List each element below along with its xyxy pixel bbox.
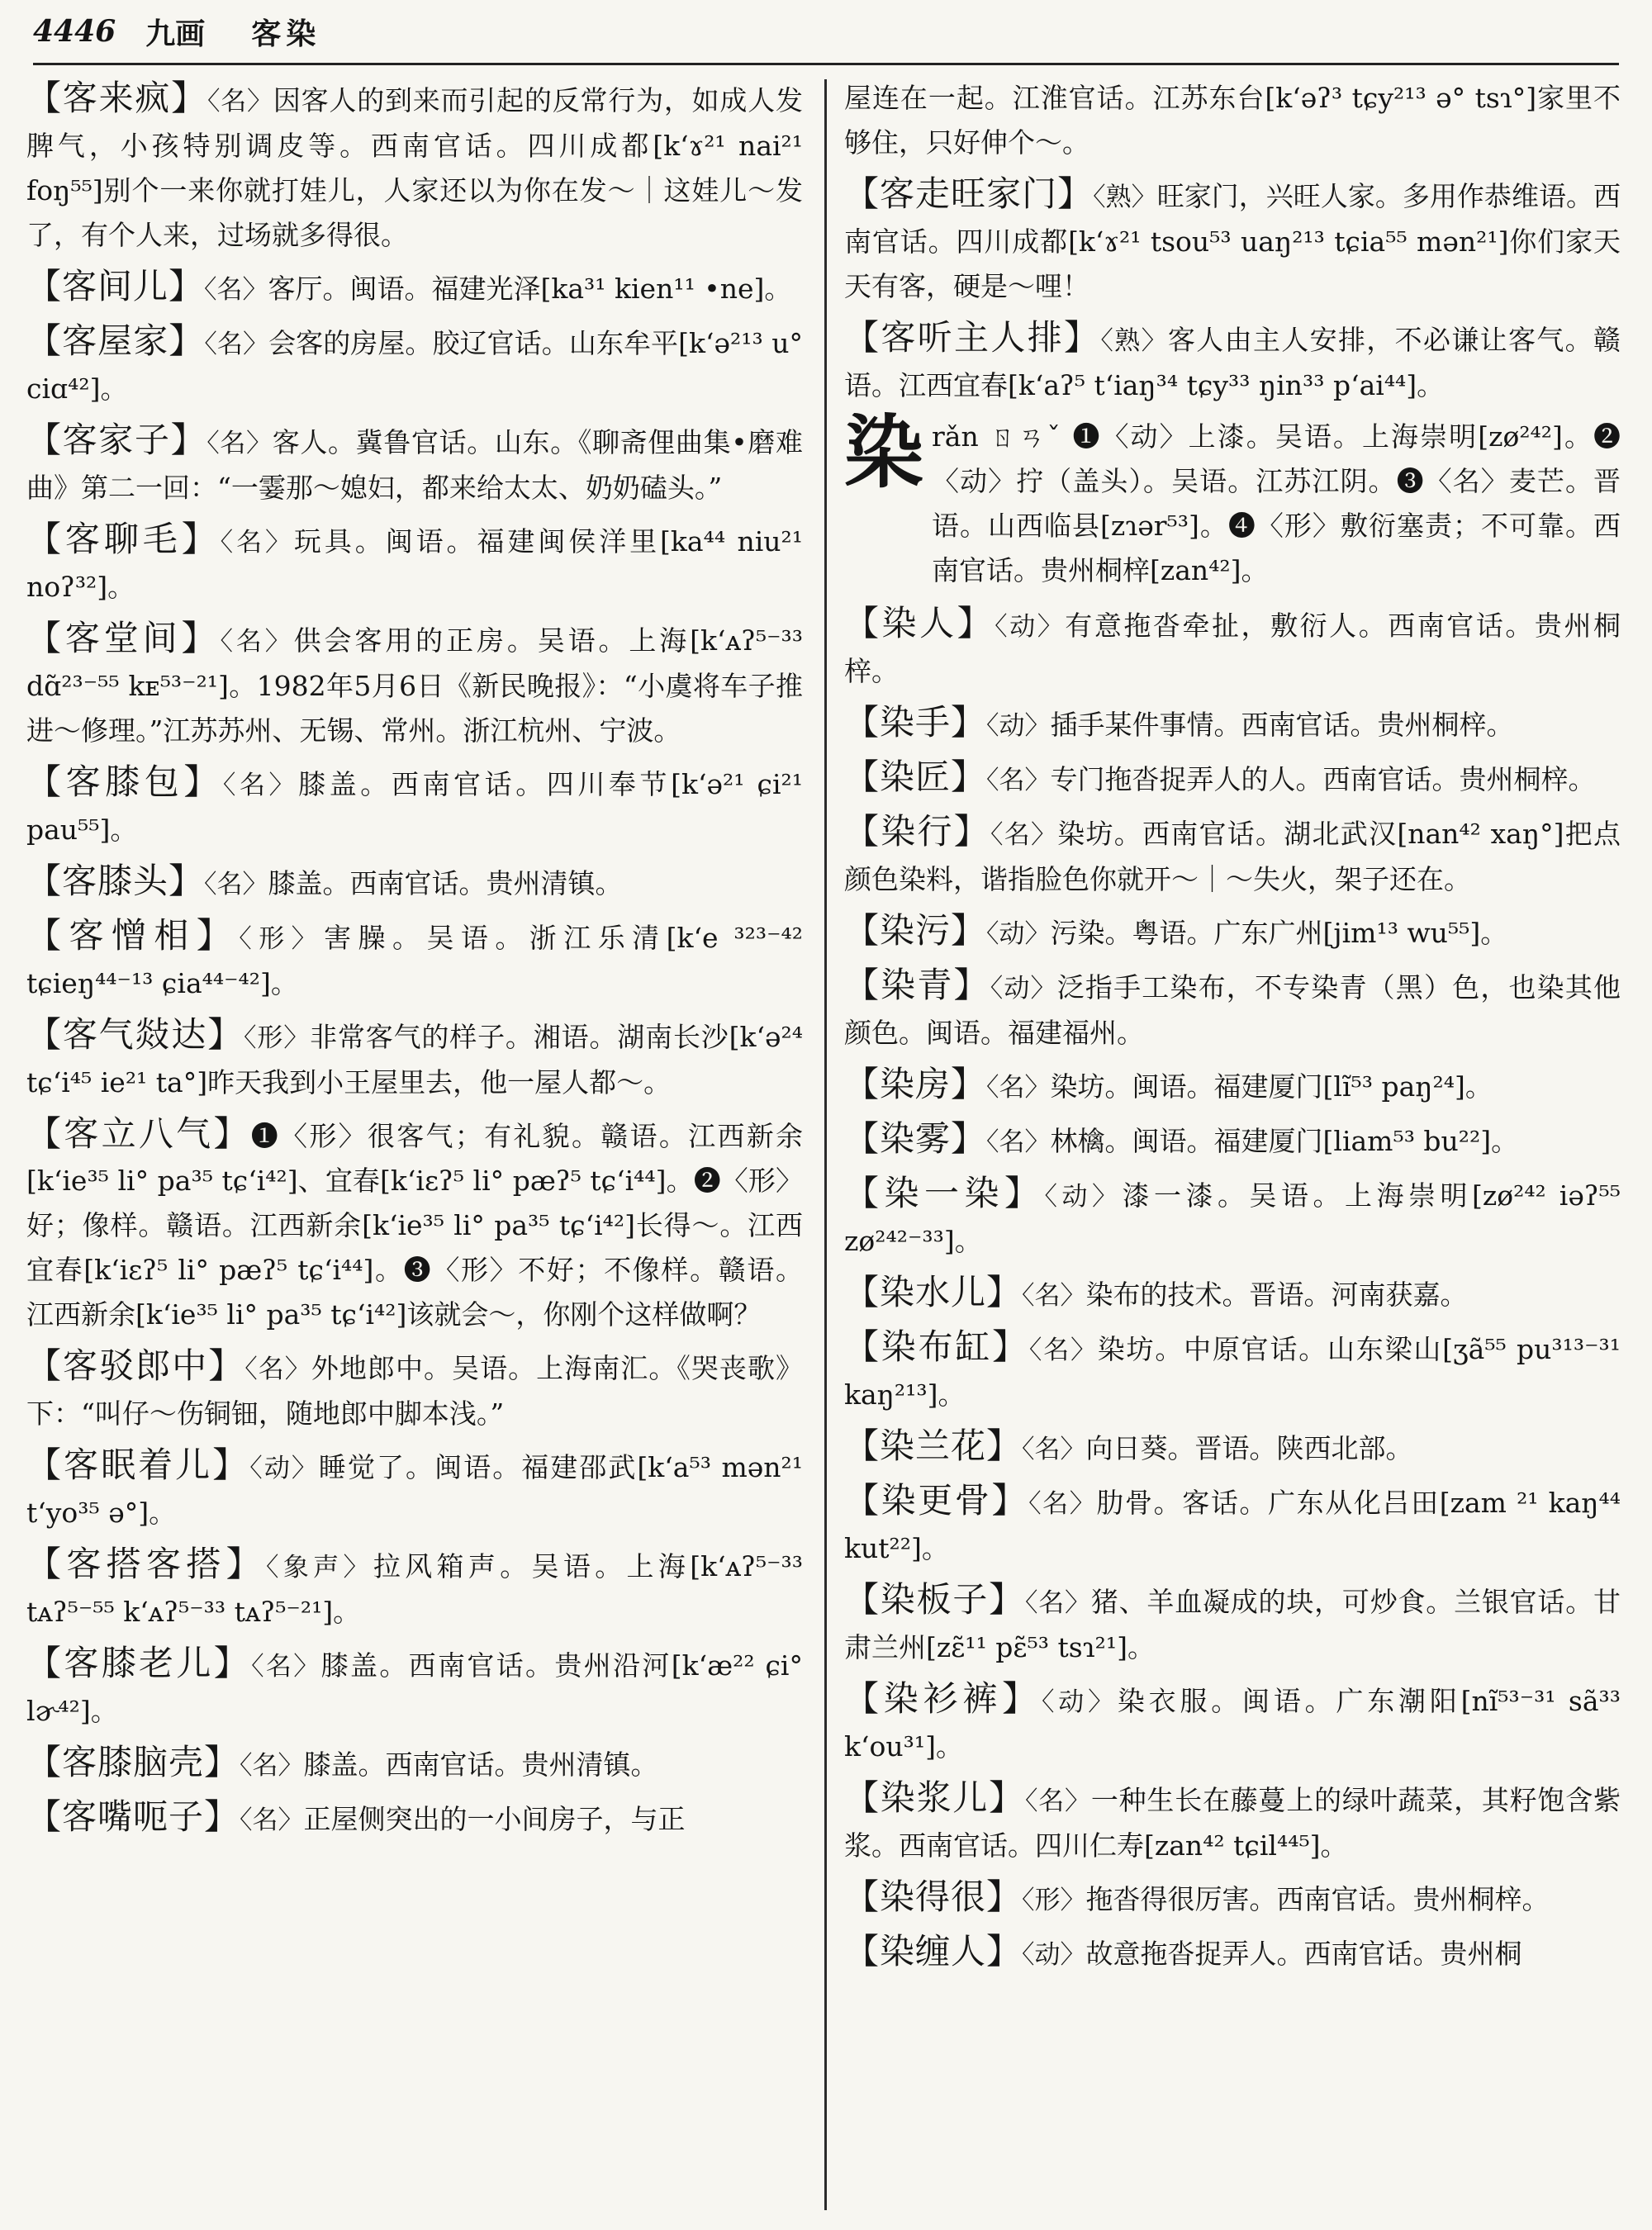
dictionary-entry [26,913,803,1006]
entry-headword: 【染匠】 [844,757,987,797]
dictionary-entry [844,76,1621,165]
entry-definition: 一种生长在藤蔓上的绿叶蔬菜，其籽饱含紫浆。西南官话。四川仁寿[zan⁴² tɕil⁴⁴⁵]。 [844,1784,1621,1862]
entry-definition: 外地郎中。吴语。上海南汇。《哭丧歌》下：“叫仔～伤铜钿，随地郎中脚本浅。” [26,1352,804,1430]
dictionary-entry [26,616,803,753]
page-header [33,0,1619,65]
dictionary-entry [26,1112,803,1337]
entry-headword: 【客立八气】 [26,1113,251,1154]
entry-part-of-speech: 〈动〉 [1044,1182,1123,1212]
entry-headword: 【染得很】 [844,1877,1023,1917]
entry-definition: 拖沓得很厉害。西南官话。贵州桐梓。 [1085,1883,1550,1915]
entry-part-of-speech: 〈动〉 [986,919,1051,949]
entry-part-of-speech: 〈动〉 [990,974,1057,1004]
entry-definition: 膝盖。西南官话。四川奉节[k‘ə²¹ ɕi²¹ pau⁵⁵]。 [26,768,803,846]
dictionary-entry [26,859,803,907]
dictionary-entry [844,700,1621,748]
entry-part-of-speech: 〈名〉 [1024,1588,1091,1618]
entry-headword: 【客聊毛】 [26,519,221,559]
entry-part-of-speech: 〈名〉 [220,528,294,558]
entry-part-of-speech: 〈名〉 [222,771,299,800]
entry-definition: 染坊。中原官话。山东梁山[ʒã⁵⁵ pu³¹³⁻³¹ kaŋ²¹³]。 [844,1333,1621,1411]
entry-definition: 会客的房屋。胶辽官话。山东牟平[k‘ə²¹³ u° ciɑ⁴²]。 [26,327,804,405]
entry-headword: 【染房】 [844,1064,987,1104]
entry-headword: 【客听主人排】 [844,317,1101,358]
dictionary-entry [844,172,1621,309]
entry-definition: 正屋侧突出的一小间房子，与正 [303,1803,686,1835]
head-character-entry [844,406,1621,593]
entry-definition: 污染。粤语。广东广州[jim¹³ wu⁵⁵]。 [1050,917,1508,949]
dictionary-entry [844,316,1621,408]
entry-part-of-speech: 〈名〉 [1022,1435,1086,1464]
entry-part-of-speech: 〈名〉 [204,330,269,359]
entry-definition: 屋连在一起。江淮官话。江苏东台[k‘əʔ³ tɕy²¹³ ə° tsɿ°]家里不够住，只好伸个～。 [844,82,1621,159]
entry-part-of-speech: 〈形〉 [239,924,325,954]
entry-headword: 【客气敥达】 [26,1014,244,1055]
entry-definition: 染坊。西南官话。湖北武汉[nan⁴² xaŋ°]把点颜色染料，谐指脸色你就开～｜～失火，架子还在。 [844,818,1621,895]
entry-part-of-speech: 〈名〉 [206,87,273,116]
entry-definition: 玩具。闽语。福建闽侯洋里[ka⁴⁴ niu²¹ noʔ³²]。 [26,525,803,603]
dictionary-entry [844,1171,1621,1264]
entry-definition: 客人由主人安排，不必谦让客气。赣语。江西宜春[k‘aʔ⁵ t‘iaŋ³⁴ tɕy³³ ŋin³³ p‘ai⁴⁴]。 [844,324,1621,401]
entry-part-of-speech: 〈名〉 [986,766,1051,795]
entry-part-of-speech: 〈名〉 [240,1805,304,1835]
entry-definition: 害臊。吴语。浙江乐清[k‘e ³²³⁻⁴² tɕieŋ⁴⁴⁻¹³ ɕia⁴⁴⁻⁴²]。 [26,922,803,999]
dictionary-entry [26,1013,803,1105]
entry-part-of-speech: 〈名〉 [204,870,268,899]
section-title: 客染 [251,16,321,51]
entry-part-of-speech: 〈名〉 [240,1751,304,1781]
entry-headword: 【染水儿】 [844,1272,1023,1312]
dictionary-entry [26,418,803,510]
entry-headword: 【客来疯】 [26,78,207,118]
entry-definition: ❶〈形〉很客气；有礼貌。赣语。江西新余[k‘ie³⁵ li° pa³⁵ tɕ‘i⁴²]、宜春[k‘iɛʔ⁵ li° pæʔ⁵ tɕ‘i⁴⁴]。❷〈形〉好；像样。赣语。江西新余[k‘ie³⁵ li° pa³⁵ tɕ‘i⁴²]长得～。江西宜春[k‘iɛʔ⁵ li° pæʔ⁵ tɕ‘i⁴⁴]。❸〈形〉不好；不像样。赣语。江西新余[k‘ie³⁵ li° pa³⁵ tɕ‘i⁴²]该就会～，你刚个这样做啊？ [26,1120,803,1331]
entry-definition: 林檎。闽语。福建厦门[liam⁵³ bu²²]。 [1050,1125,1519,1157]
entry-headword: 【客走旺家门】 [844,173,1094,214]
dictionary-entry [26,1740,803,1788]
entry-headword: 【客驳郎中】 [26,1345,245,1386]
dictionary-entry [26,1344,803,1436]
entry-part-of-speech: 〈名〉 [986,1073,1051,1103]
entry-definition: 染坊。闽语。福建厦门[lĩ⁵³ paŋ²⁴]。 [1050,1070,1493,1103]
head-character-definition: rǎn ㄖㄢˇ ❶〈动〉上漆。吴语。上海崇明[zø²⁴²]。❷〈动〉拧（盖头）。吴语。江苏江阴。❸〈名〉麦芒。晋语。山西临县[zɿər⁵³]。❹〈形〉敷衍塞责；不可靠。西南官话。贵州桐梓[zan⁴²]。 [932,420,1621,586]
dictionary-entry [844,1677,1621,1769]
entry-definition: 向日葵。晋语。陕西北部。 [1085,1432,1413,1464]
entry-definition: 拉风箱声。吴语。上海[k‘ᴀʔ⁵⁻³³ tᴀʔ⁵⁻⁵⁵ k‘ᴀʔ⁵⁻³³ tᴀʔ⁵⁻²¹]。 [26,1550,803,1628]
dictionary-entry [844,1478,1621,1571]
entry-definition: 染衣服。闽语。广东潮阳[nĩ⁵³⁻³¹ sã³³ k‘ou³¹]。 [844,1685,1621,1763]
entry-headword: 【客嘴呃子】 [26,1796,240,1837]
dictionary-entry [844,1875,1621,1923]
entry-headword: 【染布缸】 [844,1326,1029,1367]
entry-definition: 有意拖沓牵扯，敷衍人。西南官话。贵州桐梓。 [844,610,1621,687]
entry-definition: 肋骨。客话。广东从化吕田[zam ²¹ kaŋ⁴⁴ kut²²]。 [844,1487,1621,1564]
entry-headword: 【染手】 [844,702,987,743]
dictionary-entry [844,1424,1621,1472]
entry-part-of-speech: 〈名〉 [206,429,273,458]
entry-headword: 【染衫裤】 [844,1678,1042,1719]
entry-headword: 【客屋家】 [26,320,205,361]
entry-definition: 睡觉了。闽语。福建邵武[k‘a⁵³ mən²¹ t‘yo³⁵ ə°]。 [26,1451,803,1529]
entry-part-of-speech: 〈象声〉 [266,1553,373,1582]
entry-headword: 【客眠着儿】 [26,1445,250,1485]
dictionary-entry [844,1929,1621,1977]
dictionary-entry [844,1325,1621,1417]
entry-definition: 供会客用的正房。吴语。上海[k‘ᴀʔ⁵⁻³³ dɑ̃²³⁻⁵⁵ kᴇ⁵³⁻²¹]。1982年5月6日《新民晚报》：“小虞将车子推进～修理。”江苏苏州、无锡、常州。浙江杭州、宁波。 [26,624,803,747]
entry-headword: 【染板子】 [844,1579,1025,1620]
entry-headword: 【染人】 [844,603,995,643]
dictionary-entry [26,1641,803,1734]
entry-part-of-speech: 〈名〉 [204,275,268,305]
dictionary-entry [26,760,803,852]
entry-part-of-speech: 〈名〉 [251,1652,321,1682]
dictionary-entry [844,963,1621,1056]
entry-part-of-speech: 〈动〉 [995,612,1066,642]
dictionary-entry [844,1776,1621,1868]
entry-definition: 故意拖沓捉弄人。西南官话。贵州桐 [1085,1938,1522,1970]
entry-headword: 【客膝老儿】 [26,1643,252,1683]
entry-part-of-speech: 〈形〉 [244,1023,311,1053]
entry-part-of-speech: 〈动〉 [986,711,1051,741]
entry-headword: 【染缠人】 [844,1931,1023,1971]
entry-definition: 膝盖。西南官话。贵州清镇。 [268,867,623,899]
entry-headword: 【染污】 [844,910,987,951]
dictionary-entry [26,1443,803,1535]
dictionary-entry [844,755,1621,803]
entry-definition: 插手某件事情。西南官话。贵州桐梓。 [1050,709,1514,741]
dictionary-entry [844,1578,1621,1670]
entry-part-of-speech: 〈动〉 [1041,1687,1118,1717]
entry-headword: 【客家子】 [26,420,207,460]
entry-part-of-speech: 〈名〉 [1024,1786,1091,1816]
entry-part-of-speech: 〈名〉 [1022,1281,1086,1311]
dictionary-entry [844,1270,1621,1318]
entry-definition: 染布的技术。晋语。河南获嘉。 [1085,1279,1468,1311]
entry-headword: 【染一染】 [844,1173,1045,1213]
dictionary-entry [844,909,1621,956]
entry-definition: 旺家门，兴旺人家。多用作恭维语。西南官话。四川成都[k‘ɤ²¹ tsou⁵³ uaŋ²¹³ tɕia⁵⁵ mən²¹]你们家天天有客，硬是～哩！ [844,180,1621,302]
entry-part-of-speech: 〈熟〉 [1093,183,1157,212]
stroke-count: 九画 [145,16,206,51]
entry-part-of-speech: 〈名〉 [244,1355,311,1384]
entry-part-of-speech: 〈熟〉 [1100,326,1168,356]
right-column [844,76,1621,1984]
entry-part-of-speech: 〈名〉 [1028,1489,1097,1519]
entry-headword: 【客膝头】 [26,861,205,901]
entry-headword: 【客憎相】 [26,915,240,956]
entry-definition: 膝盖。西南官话。贵州清镇。 [303,1748,658,1781]
dictionary-entry [26,1542,803,1635]
entry-headword: 【染雾】 [844,1118,987,1159]
dictionary-entry [26,264,803,312]
entry-headword: 【染行】 [844,811,991,852]
entry-definition: 专门拖沓捉弄人的人。西南官话。贵州桐梓。 [1050,763,1596,795]
entry-definition: 客人。冀鲁官话。山东。《聊斋俚曲集•磨难曲》第二一回：“一霎那～媳妇，都来给太太、奶奶磕头。” [26,426,803,504]
column-divider [824,79,827,2210]
entry-headword: 【染兰花】 [844,1426,1023,1466]
entry-definition: 客厅。闽语。福建光泽[ka³¹ kien¹¹ •ne]。 [268,273,792,305]
page-number: 4446 [33,14,116,49]
left-column [26,76,803,1849]
entry-headword: 【客搭客搭】 [26,1544,267,1584]
entry-part-of-speech: 〈名〉 [986,1127,1051,1157]
entry-headword: 【染青】 [844,965,990,1005]
dictionary-entry [26,1795,803,1843]
entry-headword: 【客膝包】 [26,762,223,802]
entry-headword: 【客间儿】 [26,266,205,306]
dictionary-entry [26,319,803,411]
entry-definition: 非常客气的样子。湘语。湖南长沙[k‘ə²⁴ tɕ‘i⁴⁵ ie²¹ ta°]昨天我到小王屋里去，他一屋人都～。 [26,1021,803,1098]
entry-definition: 泛指手工染布，不专染青（黑）色，也染其他颜色。闽语。福建福州。 [844,971,1621,1049]
entry-definition: 因客人的到来而引起的反常行为，如成人发脾气，小孩特别调皮等。西南官话。四川成都[k‘ɤ²¹ nai²¹ foŋ⁵⁵]别个一来你就打娃儿，人家还以为你在发～｜这娃儿～发了，有个人来，过场就多得很。 [26,84,804,251]
dictionary-entry [844,1117,1621,1165]
dictionary-entry [844,1062,1621,1110]
entry-part-of-speech: 〈动〉 [249,1454,319,1483]
dictionary-entry [26,517,803,610]
entry-part-of-speech: 〈名〉 [1028,1336,1098,1365]
entry-part-of-speech: 〈名〉 [990,820,1058,850]
entry-headword: 【客堂间】 [26,618,221,658]
entry-part-of-speech: 〈动〉 [1022,1940,1086,1970]
entry-headword: 【染浆儿】 [844,1777,1025,1818]
entry-definition: 猪、羊血凝成的块，可炒食。兰银官话。甘肃兰州[zɛ̃¹¹ pɛ̃⁵³ tsɿ²¹]。 [844,1586,1621,1663]
dictionary-entry [26,76,803,258]
entry-definition: 膝盖。西南官话。贵州沿河[k‘æ²² ɕi° lɚ⁴²]。 [26,1649,803,1727]
dictionary-entry [844,601,1621,694]
entry-part-of-speech: 〈形〉 [1022,1886,1086,1915]
entry-definition: 漆一漆。吴语。上海崇明[zø²⁴² iəʔ⁵⁵ zø²⁴²⁻³³]。 [844,1179,1621,1257]
head-character: 染 [844,406,923,499]
entry-headword: 【染更骨】 [844,1480,1029,1521]
entry-headword: 【客膝脑壳】 [26,1742,240,1782]
entry-part-of-speech: 〈名〉 [220,627,294,657]
dictionary-entry [844,809,1621,902]
